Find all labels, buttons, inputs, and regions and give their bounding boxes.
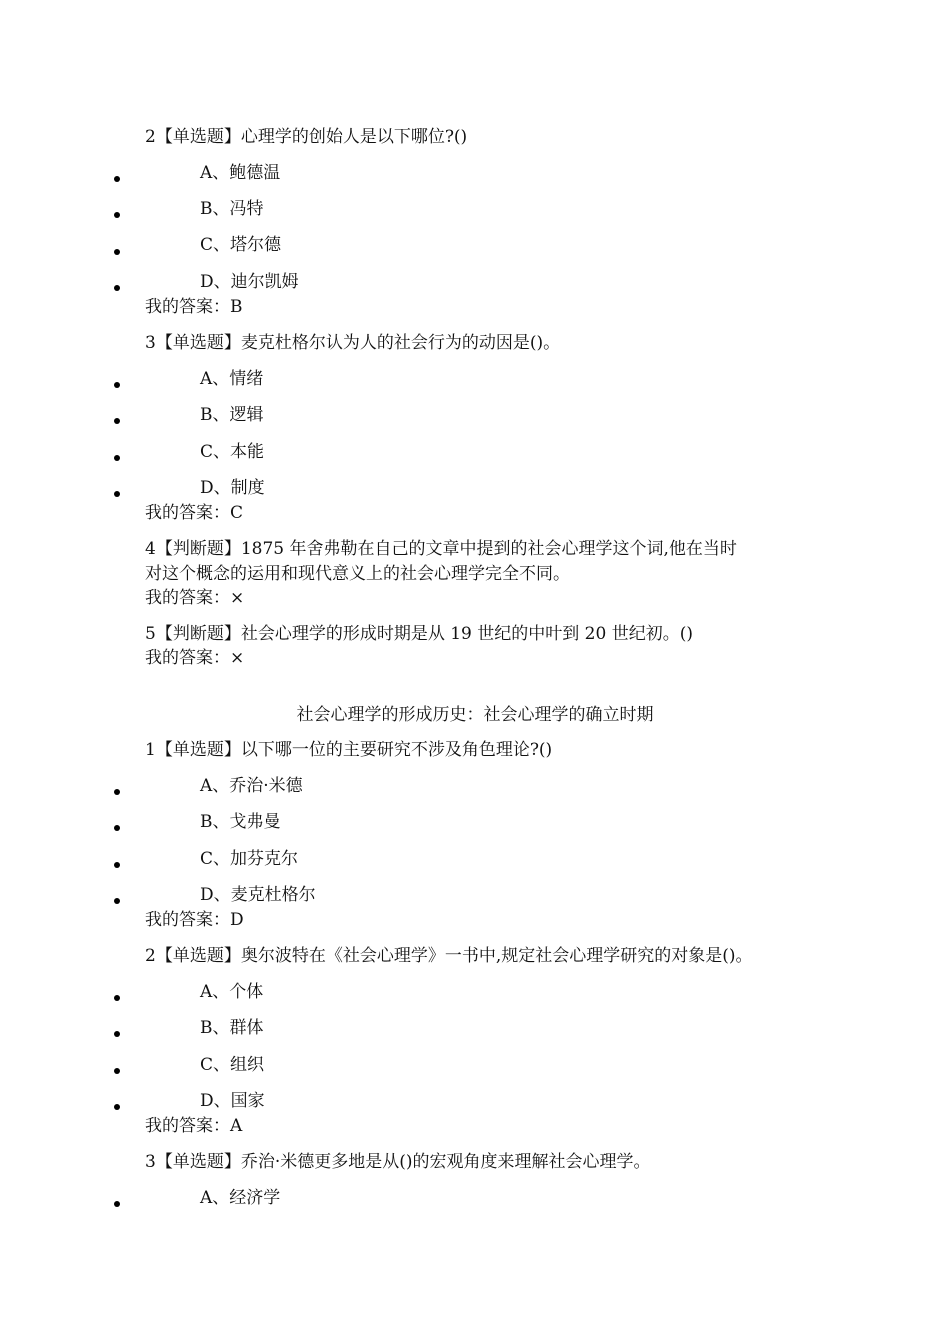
option-d: D、制度 — [200, 478, 265, 498]
bullet — [114, 862, 120, 868]
bullet — [114, 176, 120, 182]
bullet — [114, 382, 120, 388]
bullet — [114, 249, 120, 255]
bullet — [114, 789, 120, 795]
question-text: 3【单选题】乔治·米德更多地是从()的宏观角度来理解社会心理学。 — [145, 1152, 651, 1172]
bullet — [114, 455, 120, 461]
question-text-continued: 对这个概念的运用和现代意义上的社会心理学完全不同。 — [145, 564, 570, 584]
option-b: B、戈弗曼 — [200, 812, 281, 832]
section-title: 社会心理学的形成历史：社会心理学的确立时期 — [296, 705, 654, 725]
bullet — [114, 1201, 120, 1207]
bullet — [114, 491, 120, 497]
option-c: C、组织 — [200, 1055, 265, 1075]
bullet — [114, 1068, 120, 1074]
question-text: 4【判断题】1875 年舍弗勒在自己的文章中提到的社会心理学这个词,他在当时 — [145, 539, 737, 559]
option-c: C、塔尔德 — [200, 235, 282, 255]
my-answer: 我的答案：× — [145, 588, 245, 608]
question-text: 2【单选题】心理学的创始人是以下哪位?() — [145, 127, 468, 147]
my-answer: 我的答案：D — [145, 910, 244, 930]
option-d: D、迪尔凯姆 — [200, 272, 299, 292]
option-c: C、加芬克尔 — [200, 849, 299, 869]
question-text: 3【单选题】麦克杜格尔认为人的社会行为的动因是()。 — [145, 333, 561, 353]
option-a: A、乔治·米德 — [200, 776, 303, 796]
question-text: 2【单选题】奥尔波特在《社会心理学》一书中,规定社会心理学研究的对象是()。 — [145, 946, 753, 966]
my-answer: 我的答案：B — [145, 297, 243, 317]
option-a: A、情绪 — [200, 369, 264, 389]
bullet — [114, 825, 120, 831]
option-a: A、鲍德温 — [200, 163, 281, 183]
my-answer: 我的答案：A — [145, 1116, 243, 1136]
bullet — [114, 285, 120, 291]
my-answer: 我的答案：C — [145, 503, 244, 523]
option-c: C、本能 — [200, 442, 265, 462]
bullet — [114, 212, 120, 218]
option-b: B、群体 — [200, 1018, 264, 1038]
bullet — [114, 1104, 120, 1110]
option-d: D、国家 — [200, 1091, 265, 1111]
bullet — [114, 995, 120, 1001]
question-text: 1【单选题】以下哪一位的主要研究不涉及角色理论?() — [145, 740, 553, 760]
option-a: A、个体 — [200, 982, 264, 1002]
my-answer: 我的答案：× — [145, 648, 245, 668]
question-text: 5【判断题】社会心理学的形成时期是从 19 世纪的中叶到 20 世纪初。() — [145, 624, 693, 644]
option-d: D、麦克杜格尔 — [200, 885, 316, 905]
option-b: B、逻辑 — [200, 405, 264, 425]
bullet — [114, 1031, 120, 1037]
bullet — [114, 898, 120, 904]
bullet — [114, 418, 120, 424]
option-a: A、经济学 — [200, 1188, 281, 1208]
option-b: B、冯特 — [200, 199, 264, 219]
